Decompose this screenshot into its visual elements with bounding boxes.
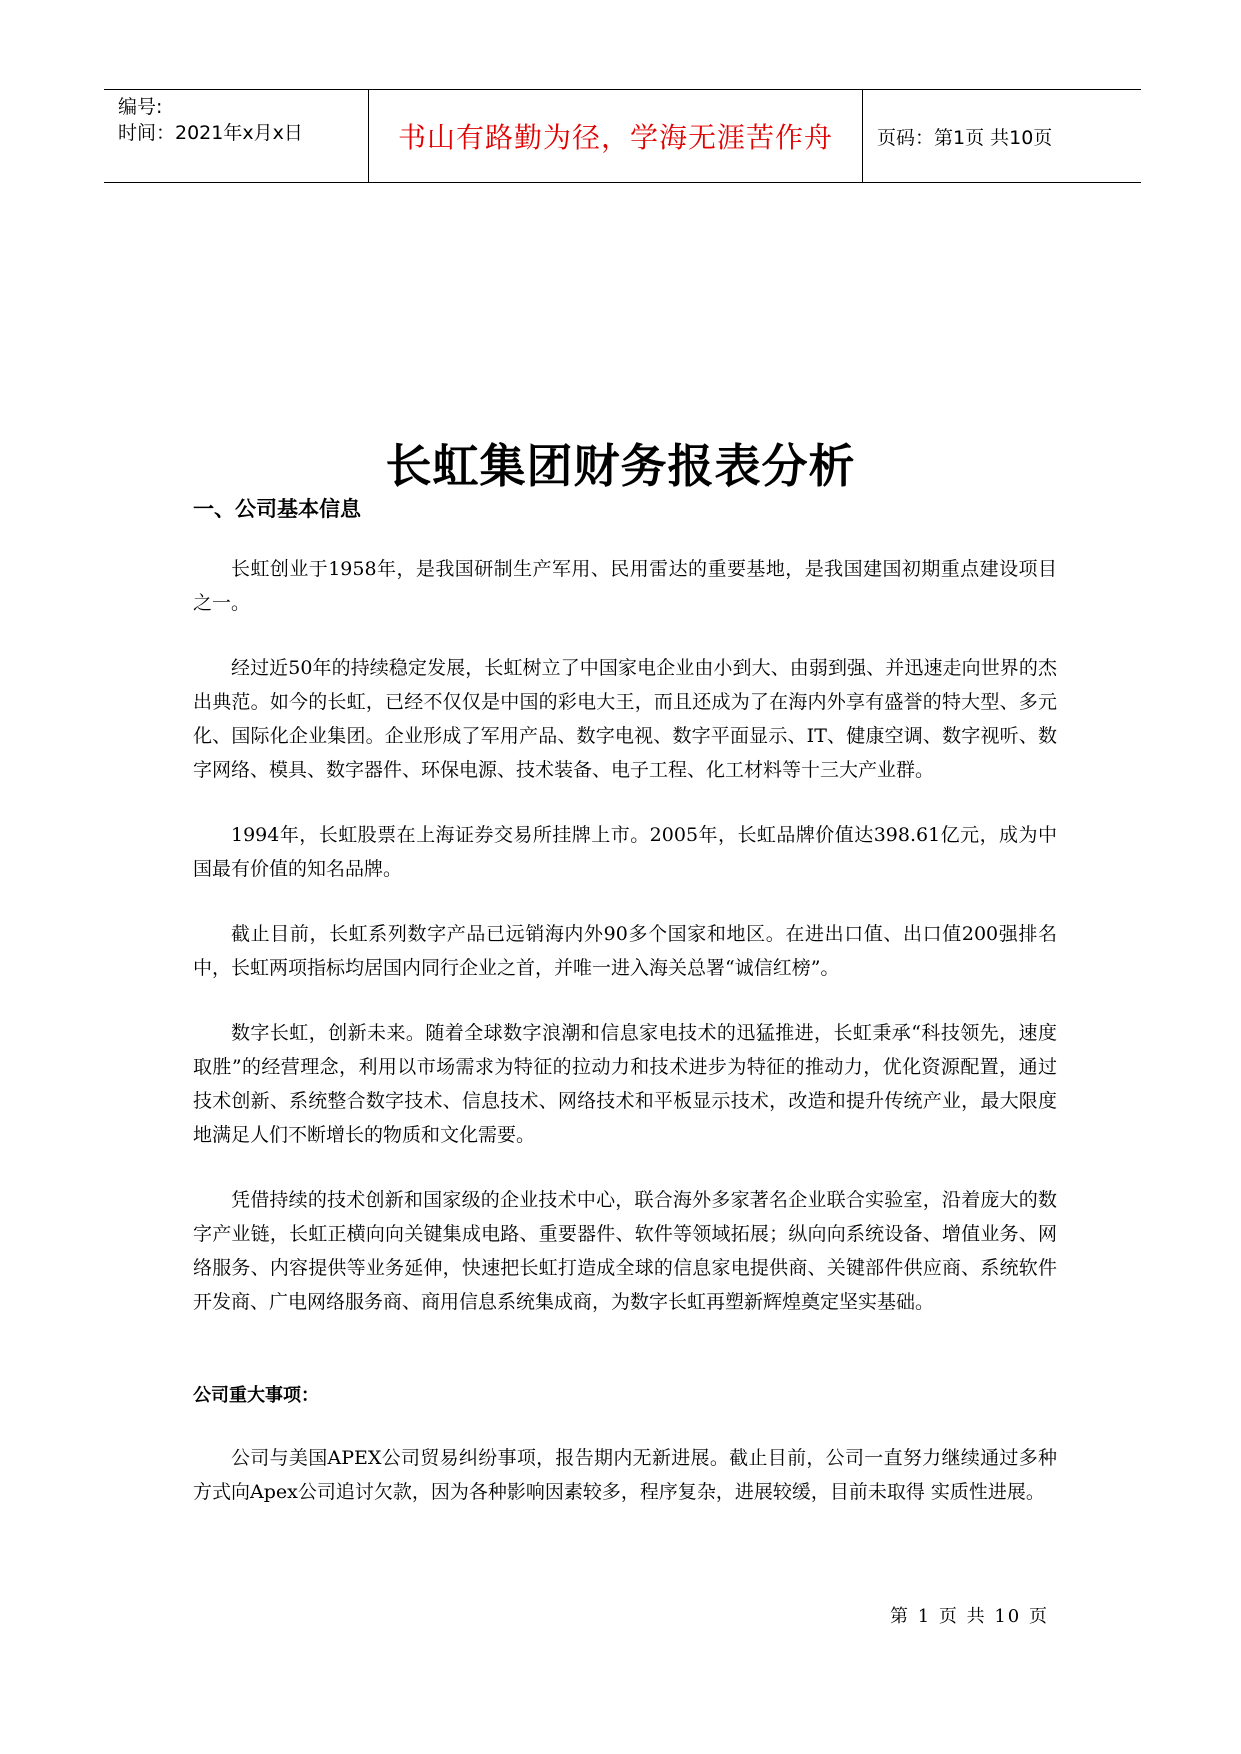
paragraph: 经过近50年的持续稳定发展，长虹树立了中国家电企业由小到大、由弱到强、并迅速走向世界的杰出典范。如今的长虹，已经不仅仅是中国的彩电大王，而且还成为了在海内外享有盛誉的特大型、多元化、国际化企业集团。企业形成了军用产品、数字电视、数字平面显示、IT、健康空调、数字视听、数字网络、模具、数字器件、环保电源、技术装备、电子工程、化工材料等十三大产业群。	[193, 657, 1057, 781]
page-footer: 第 1 页 共 10 页	[890, 1606, 1049, 1627]
header-page-info: 页码：第1页 共10页	[877, 126, 1053, 149]
header-page-cell	[863, 90, 1141, 182]
header-table	[104, 89, 1141, 183]
paragraph: 数字长虹，创新未来。随着全球数字浪潮和信息家电技术的迅猛推进，长虹秉承“科技领先，速度取胜”的经营理念，利用以市场需求为特征的拉动力和技术进步为特征的推动力，优化资源配置，通过技术创新、系统整合数字技术、信息技术、网络技术和平板显示技术，改造和提升传统产业，最大限度地满足人们不断增长的物质和文化需要。	[193, 1022, 1057, 1146]
document-title: 长虹集团财务报表分析	[385, 439, 856, 493]
motto-text: 书山有路勤为径，学海无涯苦作舟	[397, 121, 833, 154]
time-label: 时间：2021年x月x日	[118, 122, 303, 144]
major-events-heading: 公司重大事项：	[193, 1385, 319, 1406]
paragraph: 截止目前，长虹系列数字产品已远销海内外90多个国家和地区。在进出口值、出口值200强排名中，长虹两项指标均居国内同行企业之首，并唯一进入海关总署“诚信红榜”。	[193, 923, 1057, 979]
paragraph: 凭借持续的技术创新和国家级的企业技术中心，联合海外多家著名企业联合实验室，沿着庞大的数字产业链，长虹正横向向关键集成电路、重要器件、软件等领域拓展；纵向向系统设备、增值业务、网络服务、内容提供等业务延伸，快速把长虹打造成全球的信息家电提供商、关键部件供应商、系统软件开发商、广电网络服务商、商用信息系统集成商，为数字长虹再塑新辉煌奠定坚实基础。	[193, 1189, 1057, 1313]
paragraph: 1994年，长虹股票在上海证券交易所挂牌上市。2005年，长虹品牌价值达398.61亿元，成为中国最有价值的知名品牌。	[193, 824, 1057, 880]
section-heading-basic-info: 一、公司基本信息	[193, 497, 361, 521]
document-body	[193, 494, 1057, 1540]
paragraph: 长虹创业于1958年，是我国研制生产军用、民用雷达的重要基地，是我国建国初期重点建设项目之一。	[193, 558, 1057, 614]
serial-number-label: 编号:	[118, 96, 163, 118]
header-meta-cell	[104, 90, 369, 182]
header-motto-cell	[369, 90, 863, 182]
major-events-paragraph: 公司与美国APEX公司贸易纠纷事项，报告期内无新进展。截止目前，公司一直努力继续通过多种方式向Apex公司追讨欠款，因为各种影响因素较多，程序复杂，进展较缓，目前未取得 实质性进展。	[193, 1447, 1057, 1503]
